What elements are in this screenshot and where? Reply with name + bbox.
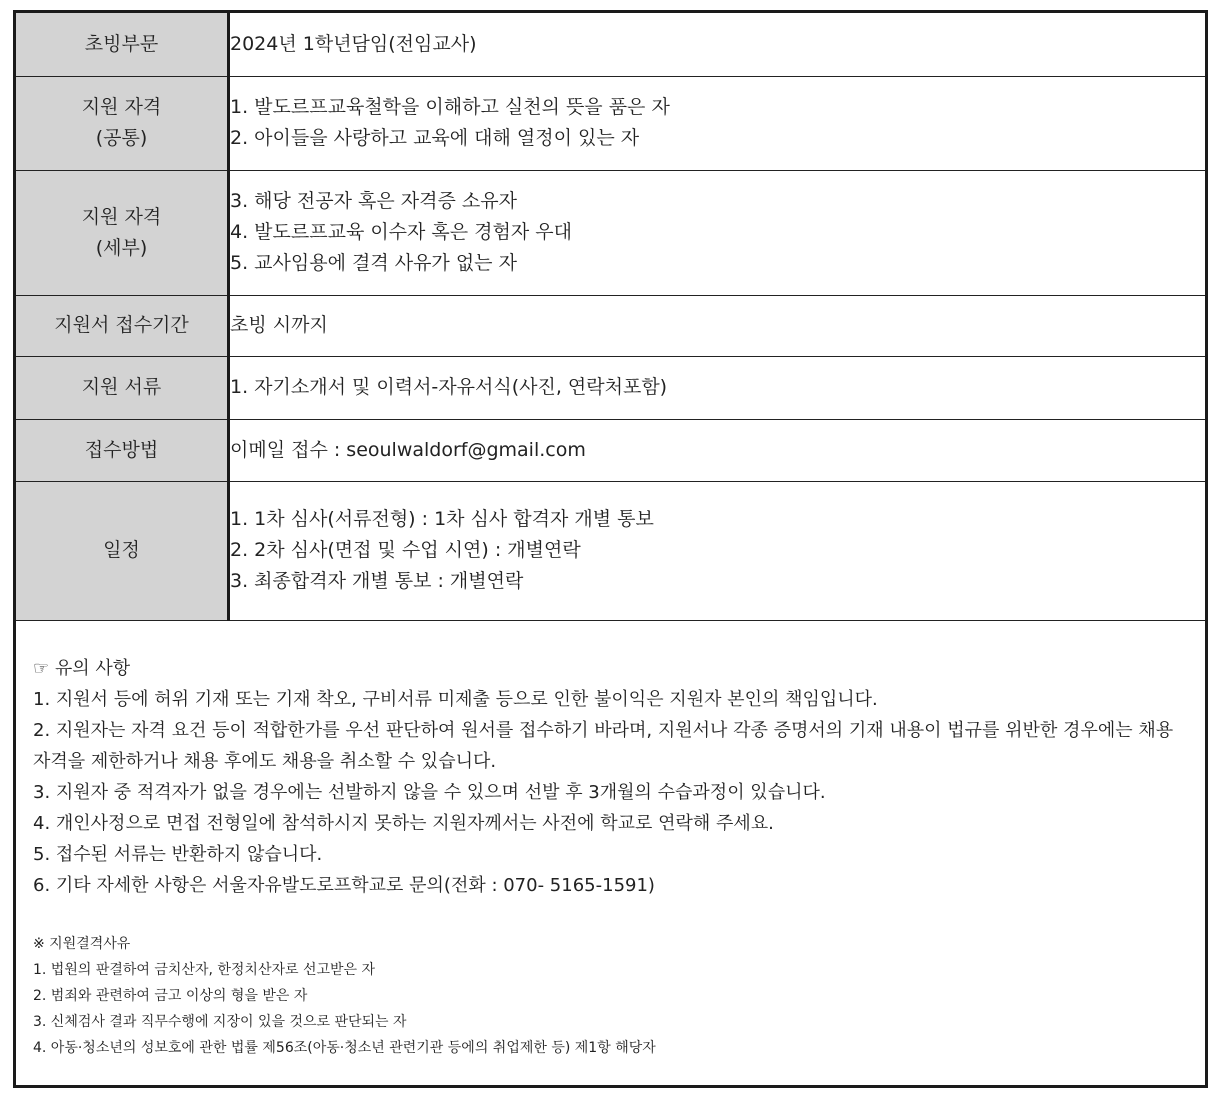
- recruitment-info-table: [16, 13, 1205, 621]
- table-row: [16, 76, 1205, 170]
- table-row: [16, 356, 1205, 419]
- disqualification-item: 1. 법원의 판결하여 금치산자, 한정치산자로 선고받은 자: [33, 962, 376, 978]
- row-value: [229, 295, 1206, 356]
- value-text: 2. 아이들을 사랑하고 교육에 대해 열정이 있는 자: [230, 127, 640, 149]
- value-text: 4. 발도르프교육 이수자 혹은 경험자 우대: [230, 221, 572, 243]
- label-text: 일정: [103, 539, 140, 561]
- row-label: [16, 356, 229, 419]
- value-text: 2. 2차 심사(면접 및 수업 시연) : 개별연락: [230, 539, 581, 561]
- note-item: 3. 지원자 중 적격자가 없을 경우에는 선발하지 않을 수 있으며 선발 후 3개월의 수습과정이 있습니다.: [33, 782, 826, 803]
- disqualification-item: 3. 신체검사 결과 직무수행에 지장이 있을 것으로 판단되는 자: [33, 1014, 407, 1030]
- table-row: [16, 295, 1205, 356]
- notes-section: [33, 653, 1195, 901]
- label-text: (공통): [95, 127, 148, 149]
- note-item: 1. 지원서 등에 허위 기재 또는 기재 착오, 구비서류 미제출 등으로 인한 불이익은 지원자 본인의 책임입니다.: [33, 689, 878, 710]
- note-item: 6. 기타 자세한 사항은 서울자유발도로프학교로 문의(전화 : 070- 5165-1591): [33, 875, 655, 896]
- table-row: [16, 170, 1205, 295]
- table-row: [16, 481, 1205, 620]
- table-row: [16, 419, 1205, 481]
- disqualification-item: 4. 아동·청소년의 성보호에 관한 법률 제56조(아동·청소년 관련기관 등에의 취업제한 등) 제1항 해당자: [33, 1040, 656, 1056]
- label-text: 지원 자격: [81, 96, 162, 118]
- label-text: (세부): [95, 236, 148, 259]
- email-contact: 이메일 접수 : seoulwaldorf@gmail.com: [230, 438, 586, 461]
- label-text: 지원서 접수기간: [54, 314, 189, 336]
- value-text: 3. 해당 전공자 혹은 자격증 소유자: [230, 190, 517, 212]
- recruitment-notice: [13, 10, 1208, 1088]
- value-text: 5. 교사임용에 결격 사유가 없는 자: [230, 252, 517, 274]
- label-text: 지원 자격: [81, 205, 162, 228]
- row-value: [229, 76, 1206, 170]
- row-label: [16, 481, 229, 620]
- label-text: 초빙부문: [84, 32, 159, 55]
- value-text: 3. 최종합격자 개별 통보 : 개별연락: [230, 570, 524, 592]
- row-label: [16, 419, 229, 481]
- row-label: [16, 295, 229, 356]
- note-item: 4. 개인사정으로 면접 전형일에 참석하시지 못하는 지원자께서는 사전에 학교로 연락해 주세요.: [33, 813, 774, 834]
- row-value: [229, 481, 1206, 620]
- value-text: 1. 발도르프교육철학을 이해하고 실천의 뜻을 품은 자: [230, 96, 670, 118]
- value-text: 2024년 1학년담임(전임교사): [230, 32, 477, 55]
- label-text: 접수방법: [84, 438, 159, 461]
- value-text: 초빙 시까지: [230, 314, 328, 336]
- row-value: [229, 419, 1206, 481]
- disqualification-heading: ※ 지원결격사유: [33, 936, 131, 952]
- notes-heading: ☞ 유의 사항: [33, 658, 131, 679]
- row-value: [229, 170, 1206, 295]
- note-item: 5. 접수된 서류는 반환하지 않습니다.: [33, 844, 323, 865]
- disqualification-item: 2. 범죄와 관련하여 금고 이상의 형을 받은 자: [33, 988, 308, 1004]
- row-value: [229, 13, 1206, 76]
- value-text: 1. 자기소개서 및 이력서-자유서식(사진, 연락처포함): [230, 376, 668, 398]
- note-item: 자격을 제한하거나 채용 후에도 채용을 취소할 수 있습니다.: [33, 751, 497, 772]
- disqualification-section: [33, 931, 1195, 1061]
- row-value: [229, 356, 1206, 419]
- table-row: [16, 13, 1205, 76]
- row-label: [16, 13, 229, 76]
- row-label: [16, 76, 229, 170]
- label-text: 지원 서류: [81, 376, 162, 398]
- note-item: 2. 지원자는 자격 요건 등이 적합한가를 우선 판단하여 원서를 접수하기 바라며, 지원서나 각종 증명서의 기재 내용이 법규를 위반한 경우에는 채용: [33, 720, 1174, 741]
- value-text: 1. 1차 심사(서류전형) : 1차 심사 합격자 개별 통보: [230, 508, 654, 530]
- row-label: [16, 170, 229, 295]
